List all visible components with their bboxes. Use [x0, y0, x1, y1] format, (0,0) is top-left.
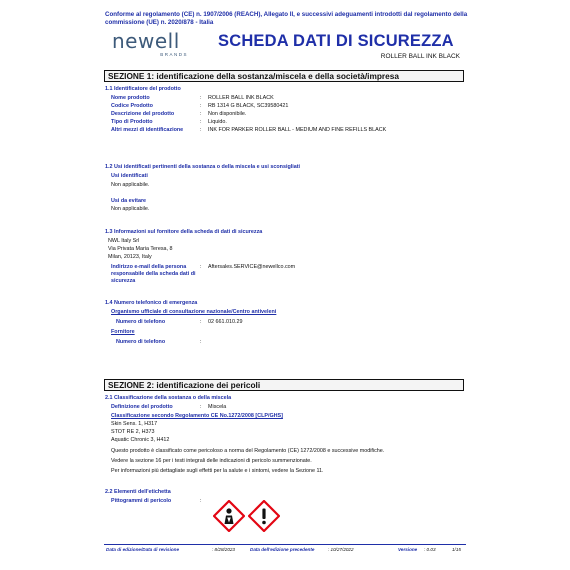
section-1-heading: SEZIONE 1: identificazione della sostanza/miscela e della società/impresa: [104, 70, 464, 82]
section-1-2-heading: 1.2 Usi identificati pertinenti della sostanza o della miscela e usi sconsigliati: [105, 164, 301, 170]
classification-item: STOT RE 2, H373: [111, 429, 155, 435]
avoid-label: Usi da evitare: [111, 198, 147, 204]
classification-note: Vedere la sezione 16 per i testi integrali delle indicazioni di pericolo summenzionate.: [111, 458, 312, 464]
section-2-2-heading: 2.2 Elementi dell'etichetta: [105, 489, 171, 495]
address-line: NWL Italy Srl: [108, 238, 140, 244]
field-label: Descrizione del prodotto: [111, 111, 175, 117]
field-label: Tipo di Prodotto: [111, 119, 153, 125]
footer-divider: [104, 544, 466, 545]
colon: :: [200, 404, 202, 410]
section-1-4-heading: 1.4 Numero telefonico di emergenza: [105, 300, 198, 306]
field-value: Liquido.: [208, 119, 227, 125]
definition-label: Definizione del prodotto: [111, 404, 173, 410]
colon: :: [200, 103, 202, 109]
page-number: 1/15: [452, 547, 461, 552]
email-value: Aftersales.SERVICE@newellco.com: [208, 264, 296, 270]
section-2-heading: SEZIONE 2: identificazione dei pericoli: [104, 379, 464, 391]
field-value: ROLLER BALL INK BLACK: [208, 95, 274, 101]
exclamation-mark-icon: [248, 500, 280, 532]
newell-logo: [112, 30, 192, 64]
regulation-note: Conforme al regolamento (CE) n. 1907/2006 (REACH), Allegato II, e successivi adeguamenti introdotti dal regolamento della commissione (UE) n. 2020/878 - Italia: [105, 11, 468, 26]
classification-label: Classificazione secondo Regolamento CE No.1272/2008 [CLP/GHS]: [111, 413, 283, 419]
avoid-value: Non applicabile.: [111, 206, 150, 212]
classification-note: Questo prodotto è classificato come pericoloso a norma del Regolamento (CE) 1272/2008 e successive modifiche.: [111, 448, 385, 454]
field-label: Codice Prodotto: [111, 103, 153, 109]
phone-value: 02 661.010.29: [208, 319, 243, 325]
version-label: Versione: [398, 547, 418, 552]
field-value: Non disponibile.: [208, 111, 247, 117]
colon: :: [200, 339, 202, 345]
field-label: Altri mezzi di identificazione: [111, 127, 184, 133]
uses-value: Non applicabile.: [111, 182, 150, 188]
address-line: Via Privata Maria Teresa, 8: [108, 246, 173, 252]
colon: :: [200, 498, 202, 504]
field-value: INK FOR PARKER ROLLER BALL - MEDIUM AND FINE REFILLS BLACK: [208, 127, 387, 133]
definition-value: Miscela: [208, 404, 227, 410]
issue-date-label: Data di edizione/Data di revisione: [106, 547, 180, 552]
phone-label: Numero di telefono: [116, 319, 166, 325]
prev-edition-label: Data dell'edizione precedente: [250, 547, 315, 552]
poison-center-label: Organismo ufficiale di consultazione nazionale/Centro antiveleni: [111, 309, 277, 315]
supplier-label: Fornitore: [111, 329, 135, 335]
section-1-3-heading: 1.3 Informazioni sul fornitore della scheda di dati di sicurezza: [105, 229, 263, 235]
health-hazard-icon: [213, 500, 245, 532]
logo-subtext: BRANDS: [160, 52, 188, 57]
address-line: Milan, 20123, Italy: [108, 254, 152, 260]
colon: :: [200, 119, 202, 125]
classification-item: Skin Sens. 1, H317: [111, 421, 158, 427]
phone-label: Numero di telefono: [116, 339, 166, 345]
colon: :: [200, 95, 202, 101]
colon: :: [200, 127, 202, 133]
colon: :: [200, 264, 202, 270]
section-2-1-heading: 2.1 Classificazione della sostanza o della miscela: [105, 395, 232, 401]
pictograms-label: Pittogrammi di pericolo: [111, 498, 172, 504]
field-value: RB 1314 G BLACK, SC39580421: [208, 103, 289, 109]
classification-note: Per informazioni più dettagliate sugli effetti per la salute e i sintomi, vedere la Sezione 11.: [111, 468, 324, 474]
email-label: Indirizzo e-mail della persona responsabile della scheda dati di sicurezza: [111, 264, 196, 284]
document-title: SCHEDA DATI DI SICUREZZA: [218, 32, 454, 50]
uses-label: Usi identificati: [111, 173, 148, 179]
colon: :: [200, 319, 202, 325]
section-1-1-heading: 1.1 Identificatore del prodotto: [105, 86, 181, 92]
classification-item: Aquatic Chronic 3, H412: [111, 437, 170, 443]
logo-wordmark: newell: [112, 29, 180, 53]
document-subtitle: ROLLER BALL INK BLACK: [380, 53, 460, 60]
colon: :: [200, 111, 202, 117]
prev-edition-value: : 10/27/2022: [328, 547, 354, 552]
field-label: Nome prodotto: [111, 95, 150, 101]
version-value: : 0.03: [424, 547, 436, 552]
issue-date-value: : 8/28/2023: [212, 547, 235, 552]
